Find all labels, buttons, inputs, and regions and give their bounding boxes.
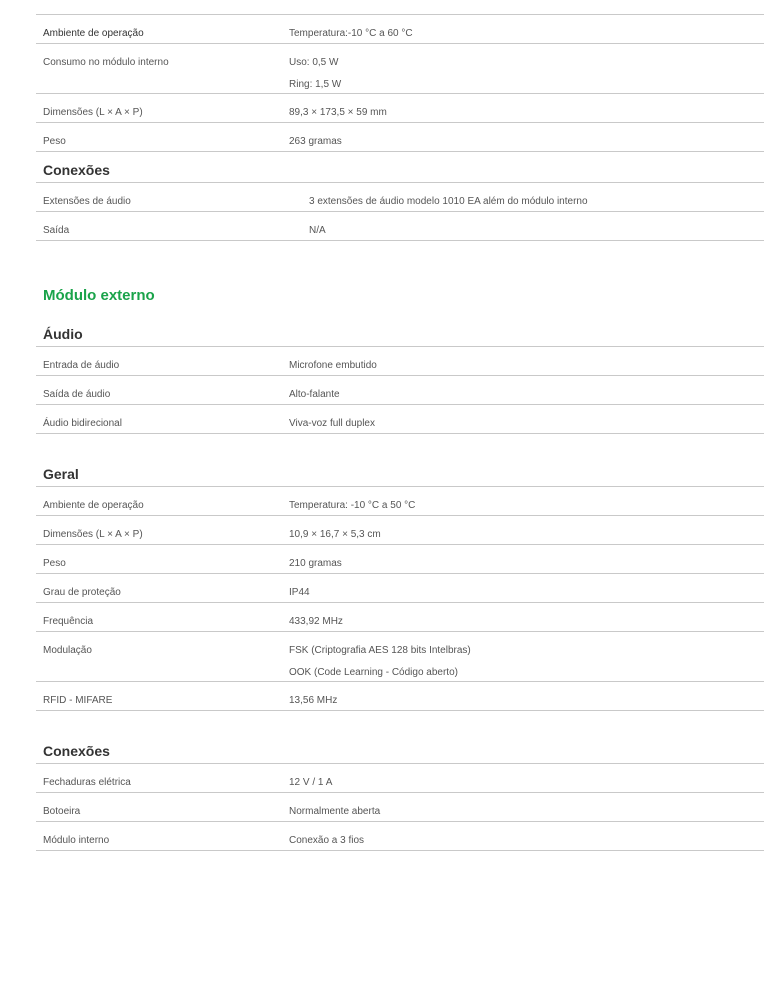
spec-value: Temperatura: -10 °C a 50 °C: [289, 500, 416, 511]
spec-label: Grau de proteção: [43, 587, 121, 598]
external-connections-table: [36, 764, 764, 851]
spec-value: Alto-falante: [289, 389, 340, 400]
spec-label: Peso: [43, 136, 66, 147]
spec-label: Fechaduras elétrica: [43, 777, 131, 788]
spec-value: Microfone embutido: [289, 360, 377, 371]
section-title: Áudio: [36, 326, 764, 347]
section-title: Conexões: [36, 152, 764, 183]
table-row: [36, 44, 764, 94]
spec-value: 3 extensões de áudio modelo 1010 EA além do módulo interno: [309, 196, 588, 207]
spec-label: Dimensões (L × A × P): [43, 107, 143, 118]
table-row: [36, 376, 764, 405]
table-row: [36, 574, 764, 603]
spec-page: [36, 14, 764, 851]
module-title: Módulo externo: [43, 287, 155, 304]
table-row: [36, 212, 764, 241]
table-row: [36, 764, 764, 793]
general-table: [36, 487, 764, 711]
spec-value: 433,92 MHz: [289, 616, 343, 627]
spec-value-line: Uso: 0,5 W: [289, 57, 339, 68]
spec-value: 210 gramas: [289, 558, 342, 569]
spec-label: Módulo interno: [43, 835, 110, 846]
spec-value: IP44: [289, 587, 310, 598]
spec-value: 13,56 MHz: [289, 695, 338, 706]
spec-label: Consumo no módulo interno: [43, 57, 169, 68]
table-row: [36, 347, 764, 376]
spec-value: [282, 632, 764, 682]
spec-label: Botoeira: [43, 806, 81, 817]
table-row: [36, 682, 764, 711]
table-row: [36, 94, 764, 123]
table-row: [36, 405, 764, 434]
table-row: [36, 793, 764, 822]
spec-value: [282, 44, 764, 94]
table-row: [36, 15, 764, 44]
table-row: [36, 487, 764, 516]
spec-value-line: Ring: 1,5 W: [289, 79, 342, 90]
spec-value: N/A: [309, 225, 326, 236]
table-row: [36, 123, 764, 152]
section-title: Conexões: [36, 733, 764, 764]
spec-value-line: OOK (Code Learning - Código aberto): [289, 667, 458, 678]
spec-value: 263 gramas: [289, 136, 342, 147]
spec-label: Extensões de áudio: [43, 196, 131, 207]
spec-label: Dimensões (L × A × P): [43, 529, 143, 540]
spec-value: 89,3 × 173,5 × 59 mm: [289, 107, 387, 118]
spec-value-line: FSK (Criptografia AES 128 bits Intelbras): [289, 645, 471, 656]
spec-label: Peso: [43, 558, 66, 569]
audio-table: [36, 347, 764, 434]
spec-label: RFID - MIFARE: [43, 695, 113, 706]
spec-label: Entrada de áudio: [43, 360, 120, 371]
spec-value: Normalmente aberta: [289, 806, 381, 817]
table-row: [36, 603, 764, 632]
spec-label: Saída: [43, 225, 70, 236]
spec-value: 12 V / 1 A: [289, 777, 333, 788]
spec-value: 10,9 × 16,7 × 5,3 cm: [289, 529, 381, 540]
table-row: [36, 822, 764, 851]
spec-label: Modulação: [43, 645, 92, 656]
table-row: [36, 545, 764, 574]
spec-label: Frequência: [43, 616, 94, 627]
section-title: Geral: [36, 456, 764, 487]
general-spec-table: [36, 14, 764, 152]
spec-label: Saída de áudio: [43, 389, 111, 400]
table-row: [36, 632, 764, 682]
table-row: [36, 516, 764, 545]
connections-table: [36, 183, 764, 241]
table-row: [36, 183, 764, 212]
spec-value: Conexão a 3 fios: [289, 835, 365, 846]
spec-label: Ambiente de operação: [43, 28, 144, 39]
spec-value: Viva-voz full duplex: [289, 418, 375, 429]
spec-label: Áudio bidirecional: [43, 418, 122, 429]
spec-label: Ambiente de operação: [43, 500, 144, 511]
spec-value: Temperatura:-10 °C a 60 °C: [289, 28, 413, 39]
